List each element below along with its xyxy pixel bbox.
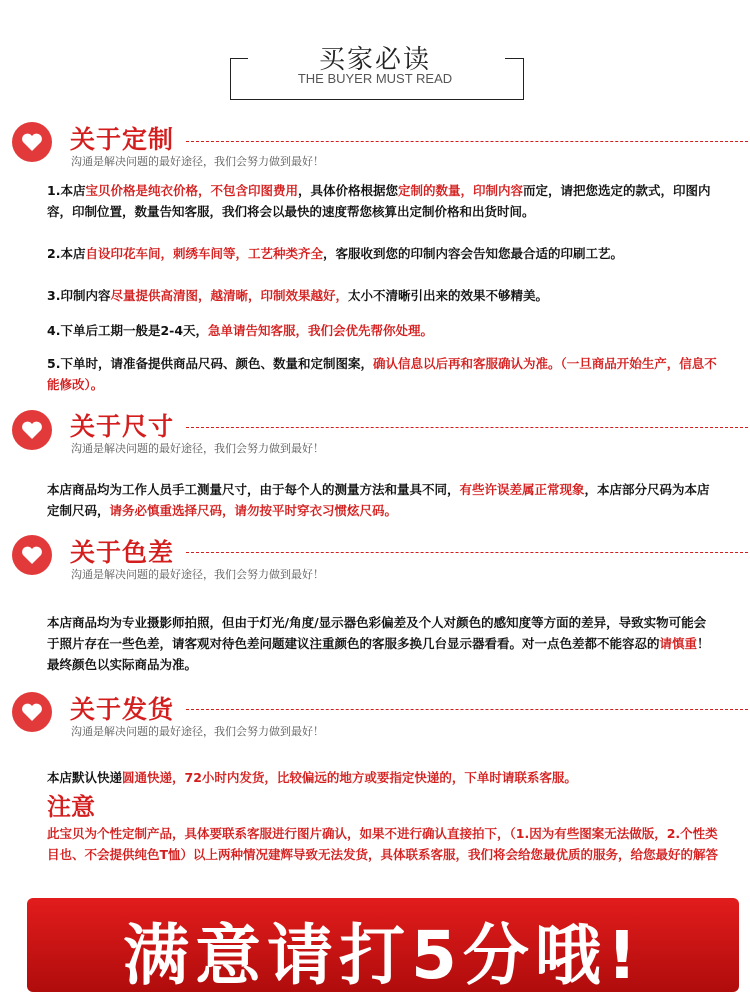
section-subtitle: 沟通是解决问题的最好途径，我们会努力做到最好！ [71, 725, 324, 738]
section-title-size: 关于尺寸 [70, 412, 175, 441]
note-text: 此宝贝为个性定制产品，具体要联系客服进行图片确认，如果不进行确认直接拍下，（1.因为有些图案无法做版，2.个性类目也、不会提供纯色T恤）以上两种情况建辉导致无法发货，具体联系客服，我们将会给您最优质的服务，给您最好的解答 [47, 826, 719, 862]
color-paragraph: 本店商品均为专业摄影师拍照，但由于灯光/角度/显示器色彩偏差及个人对颜色的感知度等方面的差异，导致实物可能会于照片存在一些色差，请客观对待色差问题建议注重颜色的客服多换几台显示器看看。对一点色差都不能容忍的请慎重！最终颜色以实际商品为准。 [47, 615, 710, 672]
section-divider [186, 709, 748, 710]
page-subtitle: THE BUYER MUST READ [297, 71, 453, 86]
custom-paragraph-2: 2.本店自设印花车间，刺绣车间等，工艺种类齐全，客服收到您的印制内容会告知您最合适的印刷工艺。 [47, 246, 623, 261]
size-paragraph: 本店商品均为工作人员手工测量尺寸，由于每个人的测量方法和量具不同，有些许误差属正常现象，本店部分尺码为本店定制尺码，请务必慎重选择尺码，请勿按平时穿衣习惯炫尺码。 [47, 482, 710, 518]
custom-paragraph-3: 3.印制内容尽量提供高清图，越清晰，印制效果越好，太小不清晰引出来的效果不够精美。 [47, 288, 548, 303]
section-divider [186, 141, 748, 142]
shipping-paragraph: 本店默认快递圆通快递，72小时内发货，比较偏远的地方或要指定快递的，下单时请联系客服。 [47, 770, 577, 785]
section-subtitle: 沟通是解决问题的最好途径，我们会努力做到最好！ [71, 442, 324, 455]
section-divider [186, 552, 748, 553]
section-title-custom: 关于定制 [70, 125, 175, 154]
heart-icon [12, 535, 52, 575]
heart-icon [12, 410, 52, 450]
section-divider [186, 427, 748, 428]
custom-paragraph-5: 5.下单时，请准备提供商品尺码、颜色、数量和定制图案，确认信息以后再和客服确认为准。（一旦商品开始生产，信息不能修改）。 [47, 356, 717, 392]
note-title: 注意 [47, 793, 95, 821]
section-title-color: 关于色差 [70, 538, 175, 567]
rating-banner-text: 满意请打5分哦! [122, 917, 644, 994]
custom-paragraph-1: 1.本店宝贝价格是纯衣价格，不包含印图费用，具体价格根据您定制的数量，印制内容而定，请把您选定的款式，印图内容，印制位置，数量告知客服，我们将会以最快的速度帮您核算出定制价格和出货时间。 [47, 183, 711, 219]
heart-icon [12, 122, 52, 162]
section-title-shipping: 关于发货 [70, 695, 175, 724]
page-title: 买家必读 [318, 45, 431, 75]
custom-paragraph-4: 4.下单后工期一般是2-4天，急单请告知客服，我们会优先帮你处理。 [47, 323, 434, 338]
heart-icon [12, 692, 52, 732]
section-subtitle: 沟通是解决问题的最好途径，我们会努力做到最好！ [71, 155, 324, 168]
section-subtitle: 沟通是解决问题的最好途径，我们会努力做到最好！ [71, 568, 324, 581]
